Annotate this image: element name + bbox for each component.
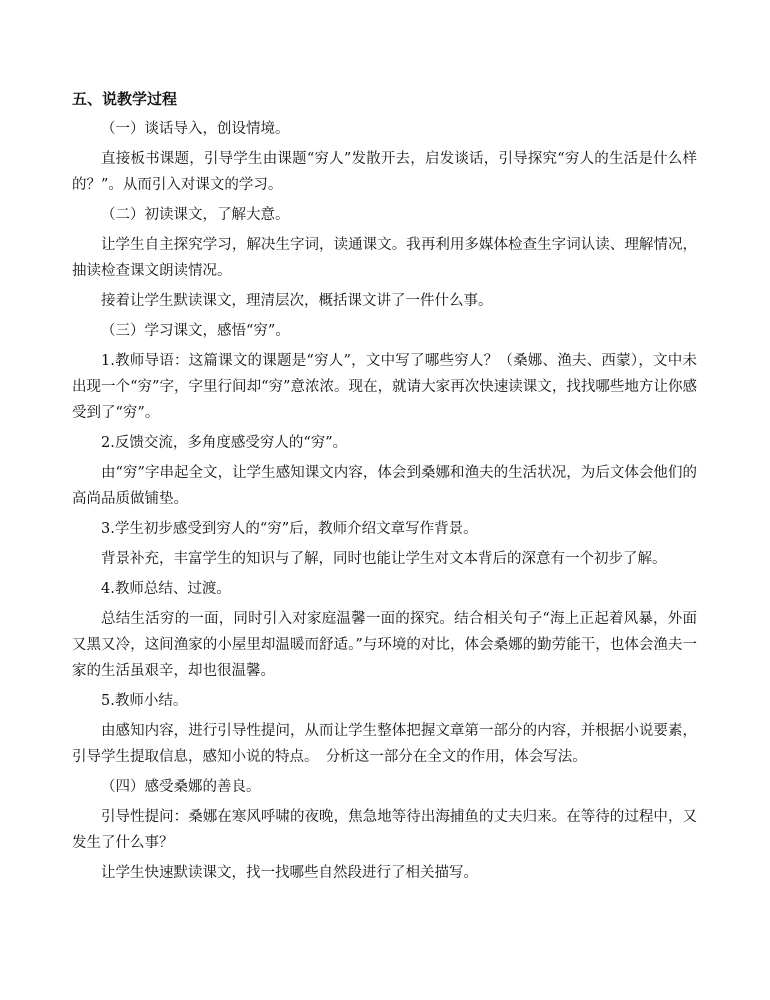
paragraph: 引导性提问：桑娜在寒风呼啸的夜晚，焦急地等待出海捕鱼的丈夫归来。在等待的过程中，又发生了什么事？ — [72, 809, 697, 851]
paragraph: 1.教师导语：这篇课文的课题是“穷人”，文中写了哪些穷人？（桑娜、渔夫、西蒙），文中未出现一个“穷”字，字里行间却“穷”意浓浓。现在，就请大家再次快速读课文，找找哪些地方让你感受到了“穷”。 — [72, 353, 697, 421]
paragraph: （二）初读课文，了解大意。 — [101, 207, 290, 223]
paragraph: 总结生活穷的一面，同时引入对家庭温馨一面的探究。结合相关句子“海上正起着风暴，外面又黑又冷，这间渔家的小屋里却温暖而舒适。”与环境的对比，体会桑娜的勤劳能干，也体会渔夫一家的生活虽艰辛，却也很温馨。 — [72, 611, 697, 679]
paragraph: 2.反馈交流，多角度感受穷人的“穷”。 — [101, 435, 348, 451]
paragraph: 背景补充，丰富学生的知识与了解，同时也能让学生对文本背后的深意有一个初步了解。 — [101, 551, 667, 567]
paragraph: 5.教师小结。 — [101, 693, 188, 709]
paragraph: 直接板书课题，引导学生由课题“穷人”发散开去，启发谈话，引导探究“穷人的生活是什么样的？”。从而引入对课文的学习。 — [72, 151, 697, 193]
paragraph: 让学生自主探究学习，解决生字词，读通课文。我再利用多媒体检查生字词认读、理解情况，抽读检查课文朗读情况。 — [72, 237, 697, 279]
paragraph: 让学生快速默读课文，找一找哪些自然段进行了相关描写。 — [101, 865, 478, 881]
paragraph: 由感知内容，进行引导性提问，从而让学生整体把握文章第一部分的内容，并根据小说要素，引导学生提取信息，感知小说的特点。 分析这一部分在全文的作用，体会写法。 — [72, 723, 697, 765]
section-heading: 五、说教学过程 — [72, 90, 178, 108]
paragraph: 4.教师总结、过渡。 — [101, 581, 231, 597]
paragraph: 接着让学生默读课文，理清层次，概括课文讲了一件什么事。 — [101, 293, 493, 309]
document-body — [72, 86, 697, 890]
paragraph: 由“穷”字串起全文，让学生感知课文内容，体会到桑娜和渔夫的生活状况，为后文体会他们的高尚品质做铺垫。 — [72, 465, 697, 507]
paragraph: 3.学生初步感受到穷人的“穷”后，教师介绍文章写作背景。 — [101, 521, 478, 537]
paragraph: （三）学习课文，感悟“穷”。 — [101, 323, 290, 339]
paragraph: （一）谈话导入，创设情境。 — [101, 121, 290, 137]
paragraph: （四）感受桑娜的善良。 — [101, 779, 261, 795]
